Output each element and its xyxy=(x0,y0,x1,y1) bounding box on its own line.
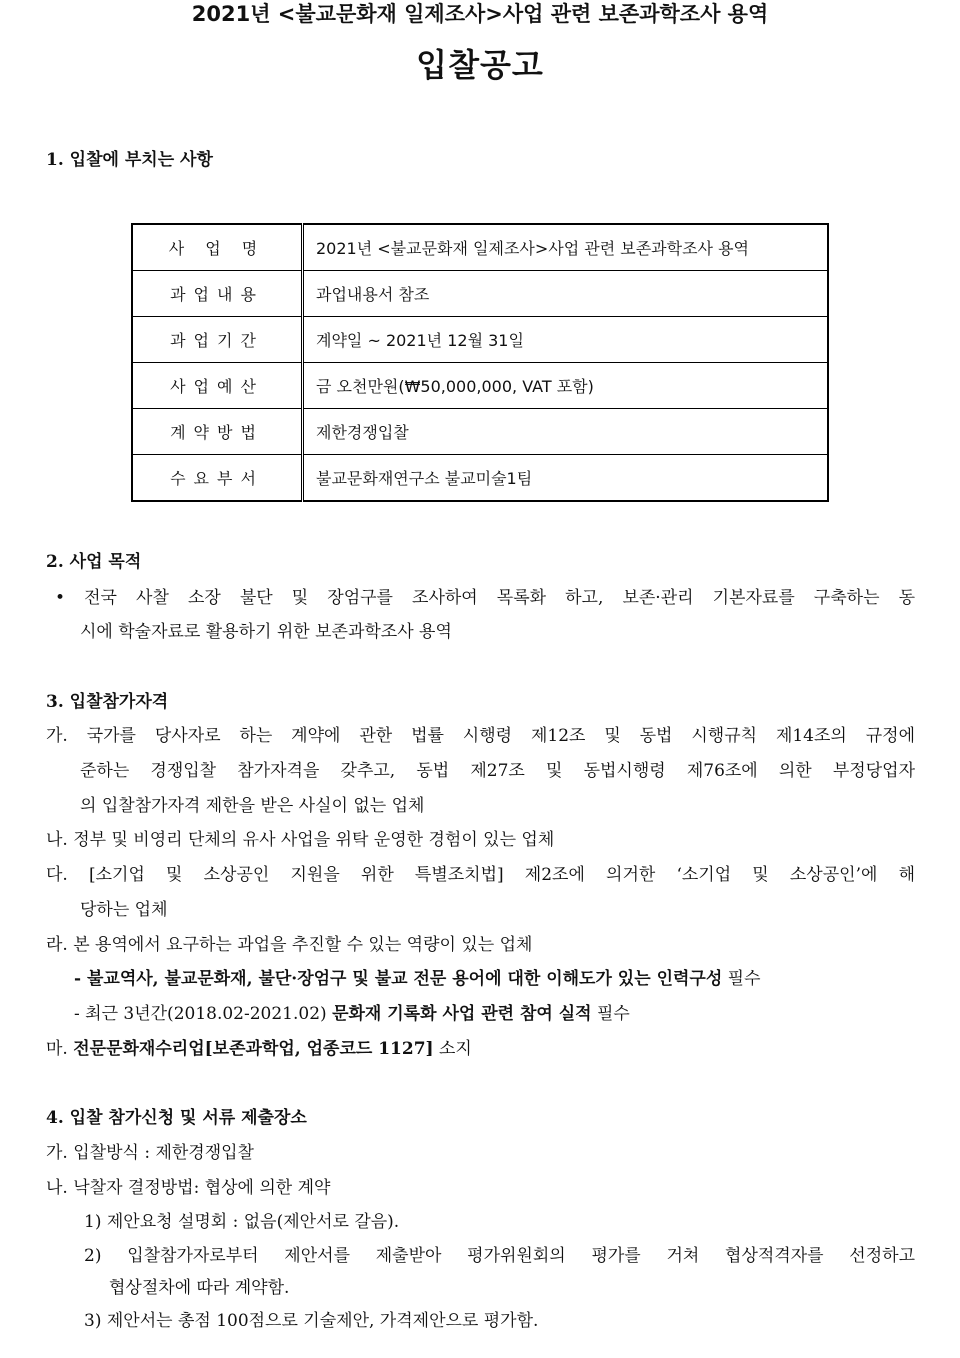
row-label: 과업기간 xyxy=(132,317,303,363)
method-na-item-2-line-2: 협상절차에 따라 계약함. xyxy=(109,1278,290,1298)
qual-ma-pre: 마. xyxy=(46,1039,74,1059)
table-row xyxy=(132,224,828,271)
row-value: 2021년 <불교문화재 일제조사>사업 관련 보존과학조사 용역 xyxy=(303,224,829,271)
qual-ra-item-1-bold: - 불교역사, 불교문화재, 불단·장엄구 및 불교 전문 용어에 대한 이해도가 있는 인력구성 xyxy=(74,969,723,989)
qual-na: 나. 정부 및 비영리 단체의 유사 사업을 위탁 운영한 경험이 있는 업체 xyxy=(46,830,555,850)
qual-ma-tail: 소지 xyxy=(433,1039,472,1059)
qual-ga-line-1: 가. 국가를 당사자로 하는 계약에 관한 법률 시행령 제12조 및 동법 시행규칙 제14조의 규정에 xyxy=(46,726,915,746)
section4-heading: 4. 입찰 참가신청 및 서류 제출장소 xyxy=(46,1108,307,1128)
qual-ma-bold: 전문문화재수리업[보존과학업, 업종코드 1127] xyxy=(73,1039,434,1059)
qual-ra-item-2-bold: 문화재 기록화 사업 관련 참여 실적 xyxy=(332,1004,592,1024)
row-label: 사업예산 xyxy=(132,363,303,409)
bid-info-table xyxy=(131,223,829,502)
row-value: 불교문화재연구소 불교미술1팀 xyxy=(303,455,829,502)
method-na-item-2-line-1: 2) 입찰참가자로부터 제안서를 제출받아 평가위원회의 평가를 거쳐 협상적격자를 선정하고 xyxy=(84,1246,915,1266)
qual-da-line-1: 다. [소기업 및 소상공인 지원을 위한 특별조치법] 제2조에 의거한 ‘소기업 및 소상공인’에 해 xyxy=(46,865,915,885)
row-value: 제한경쟁입찰 xyxy=(303,409,829,455)
purpose-line-1: • 전국 사찰 소장 불단 및 장엄구를 조사하여 목록화 하고, 보존·관리 기본자료를 구축하는 동 xyxy=(55,588,915,608)
section3-heading: 3. 입찰참가자격 xyxy=(46,692,169,712)
qual-ra: 라. 본 용역에서 요구하는 과업을 추진할 수 있는 역량이 있는 업체 xyxy=(46,935,533,955)
row-label: 계약방법 xyxy=(132,409,303,455)
row-label: 수요부서 xyxy=(132,455,303,502)
table-row xyxy=(132,271,828,317)
section2-heading: 2. 사업 목적 xyxy=(46,552,142,572)
document-title: 2021년 <불교문화재 일제조사>사업 관련 보존과학조사 용역 xyxy=(191,2,769,26)
qual-ma xyxy=(46,1037,472,1061)
row-value: 계약일 ~ 2021년 12월 31일 xyxy=(303,317,829,363)
method-na-item-3: 3) 제안서는 총점 100점으로 기술제안, 가격제안으로 평가함. xyxy=(84,1311,539,1331)
qual-ga-line-2: 준하는 경쟁입찰 참가자격을 갖추고, 동법 제27조 및 동법시행령 제76조에 의한 부정당업자 xyxy=(80,761,915,781)
table-row xyxy=(132,363,828,409)
row-value: 금 오천만원(₩50,000,000, VAT 포함) xyxy=(303,363,829,409)
qual-ga-line-3: 의 입찰참가자격 제한을 받은 사실이 없는 업체 xyxy=(80,796,425,816)
table-row xyxy=(132,455,828,502)
qual-da-line-2: 당하는 업체 xyxy=(80,900,168,920)
qual-ra-item-1 xyxy=(74,967,761,991)
document-subtitle: 입찰공고 xyxy=(416,46,544,84)
row-label: 사 업 명 xyxy=(132,224,303,271)
section1-heading: 1. 입찰에 부치는 사항 xyxy=(46,150,213,170)
qual-ra-item-1-tail: 필수 xyxy=(722,969,761,989)
row-label: 과업내용 xyxy=(132,271,303,317)
table-row xyxy=(132,317,828,363)
qual-ra-item-2-tail: 필수 xyxy=(591,1004,630,1024)
table-row xyxy=(132,409,828,455)
qual-ra-item-2 xyxy=(74,1002,630,1026)
row-value: 과업내용서 참조 xyxy=(303,271,829,317)
method-ga: 가. 입찰방식 : 제한경쟁입찰 xyxy=(46,1143,254,1163)
method-na-item-1: 1) 제안요청 설명회 : 없음(제안서로 갈음). xyxy=(84,1212,400,1232)
method-na: 나. 낙찰자 결정방법: 협상에 의한 계약 xyxy=(46,1178,331,1198)
qual-ra-item-2-pre: - 최근 3년간(2018.02-2021.02) xyxy=(74,1004,333,1024)
purpose-line-2: 시에 학술자료로 활용하기 위한 보존과학조사 용역 xyxy=(80,622,452,642)
